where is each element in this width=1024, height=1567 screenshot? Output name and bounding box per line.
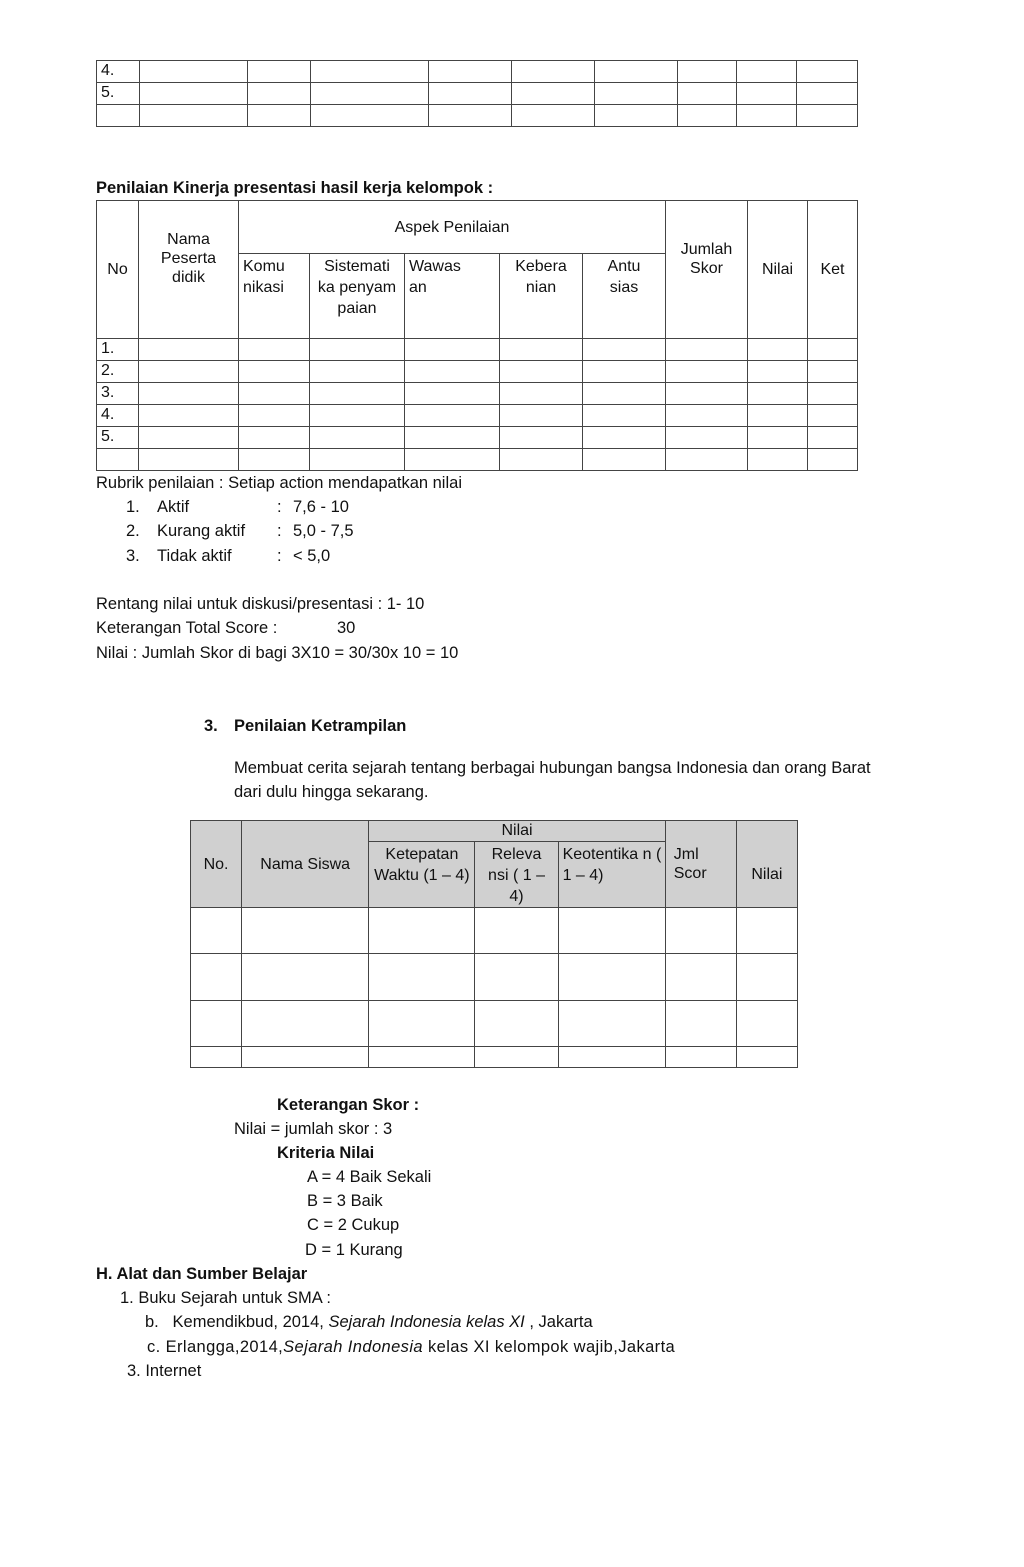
kinerja-title: Penilaian Kinerja presentasi hasil kerja kelompok : bbox=[96, 179, 494, 197]
rubrik-item-value: 5,0 - 7,5 bbox=[293, 522, 354, 540]
grade-d: D = 1 Kurang bbox=[305, 1241, 403, 1259]
rubrik-item-label: Aktif bbox=[157, 498, 190, 516]
ref-b-suffix: , Jakarta bbox=[524, 1313, 593, 1331]
header-ket: Ket bbox=[808, 201, 858, 339]
header-no: No bbox=[97, 201, 139, 339]
ref-b-prefix: b. Kemendikbud, 2014, bbox=[145, 1313, 329, 1331]
sumber-ref-b bbox=[145, 1312, 593, 1332]
ref-c-suffix: kelas XI kelompok wajib,Jakarta bbox=[422, 1338, 676, 1356]
ketrampilan-desc: Membuat cerita sejarah tentang berbagai hubungan bangsa Indonesia dan orang Barat bbox=[234, 759, 871, 777]
nilai-formula: Nilai : Jumlah Skor di bagi 3X10 = 30/30x 10 = 10 bbox=[96, 644, 459, 662]
rubrik-item-sep: : bbox=[277, 522, 282, 540]
grade-b: B = 3 Baik bbox=[307, 1192, 383, 1210]
header-antusias: Antu sias bbox=[583, 254, 666, 339]
header-nilai-group: Nilai bbox=[369, 821, 665, 842]
row-number: 5. bbox=[97, 83, 140, 105]
header-nilai: Nilai bbox=[736, 821, 797, 908]
header-komunikasi: Komu nikasi bbox=[239, 254, 310, 339]
row-number bbox=[97, 449, 139, 471]
ref-c-prefix: c. Erlangga,2014, bbox=[147, 1338, 284, 1356]
ketrampilan-title: Penilaian Ketrampilan bbox=[234, 717, 407, 735]
skor-formula: Nilai = jumlah skor : 3 bbox=[234, 1120, 393, 1138]
sumber-ref-c bbox=[147, 1337, 675, 1357]
row-number: 2. bbox=[97, 361, 139, 383]
ref-b-title: Sejarah Indonesia kelas XI bbox=[328, 1313, 525, 1331]
ketrampilan-desc: dari dulu hingga sekarang. bbox=[234, 783, 429, 801]
ref-c-title: Sejarah Indonesia bbox=[283, 1338, 423, 1356]
row-number: 1. bbox=[97, 339, 139, 361]
row-number: 3. bbox=[97, 383, 139, 405]
header-sistematika: Sistemati ka penyam paian bbox=[310, 254, 405, 339]
header-nama-siswa: Nama Siswa bbox=[242, 821, 369, 908]
rubrik-item-num: 3. bbox=[126, 547, 140, 565]
kinerja-table bbox=[96, 200, 858, 471]
row-number: 4. bbox=[97, 405, 139, 427]
rubrik-intro: Rubrik penilaian : Setiap action mendapatkan nilai bbox=[96, 474, 462, 492]
kriteria-nilai-title: Kriteria Nilai bbox=[277, 1144, 375, 1162]
sumber-item-3: 3. Internet bbox=[127, 1362, 202, 1380]
rubrik-item-sep: : bbox=[277, 547, 282, 565]
header-wawasan: Wawas an bbox=[405, 254, 500, 339]
header-aspek-penilaian: Aspek Penilaian bbox=[239, 201, 666, 254]
rubrik-item-num: 2. bbox=[126, 522, 140, 540]
rentang-nilai: Rentang nilai untuk diskusi/presentasi : 1- 10 bbox=[96, 595, 425, 613]
grade-a: A = 4 Baik Sekali bbox=[307, 1168, 432, 1186]
ketrampilan-num: 3. bbox=[204, 717, 218, 735]
header-ketepatan-waktu: Ketepatan Waktu (1 – 4) bbox=[369, 842, 475, 908]
rubrik-item-value: 7,6 - 10 bbox=[293, 498, 349, 516]
keterangan-total-value: 30 bbox=[337, 619, 356, 637]
top-score-table bbox=[96, 60, 858, 127]
rubrik-item-label: Tidak aktif bbox=[157, 547, 232, 565]
keterangan-skor-title: Keterangan Skor : bbox=[277, 1096, 420, 1114]
header-nilai: Nilai bbox=[748, 201, 808, 339]
header-keotentikan: Keotentika n ( 1 – 4) bbox=[558, 842, 665, 908]
ketrampilan-table bbox=[190, 820, 798, 1068]
header-jumlah-skor: Jumlah Skor bbox=[666, 201, 748, 339]
header-no: No. bbox=[191, 821, 242, 908]
header-jml-scor: Jml Scor bbox=[665, 821, 736, 908]
rubrik-item-value: < 5,0 bbox=[293, 547, 331, 565]
keterangan-total-label: Keterangan Total Score : bbox=[96, 619, 278, 637]
rubrik-item-label: Kurang aktif bbox=[157, 522, 246, 540]
row-number: 5. bbox=[97, 427, 139, 449]
rubrik-item-num: 1. bbox=[126, 498, 140, 516]
row-number: 4. bbox=[97, 61, 140, 83]
row-number bbox=[97, 105, 140, 127]
sumber-item-1: 1. Buku Sejarah untuk SMA : bbox=[120, 1289, 331, 1307]
header-relevansi: Releva nsi ( 1 – 4) bbox=[475, 842, 558, 908]
header-keberanian: Kebera nian bbox=[500, 254, 583, 339]
section-h-title: H. Alat dan Sumber Belajar bbox=[96, 1265, 308, 1283]
header-nama-peserta: Nama Peserta didik bbox=[139, 201, 239, 339]
grade-c: C = 2 Cukup bbox=[307, 1216, 400, 1234]
rubrik-item-sep: : bbox=[277, 498, 282, 516]
